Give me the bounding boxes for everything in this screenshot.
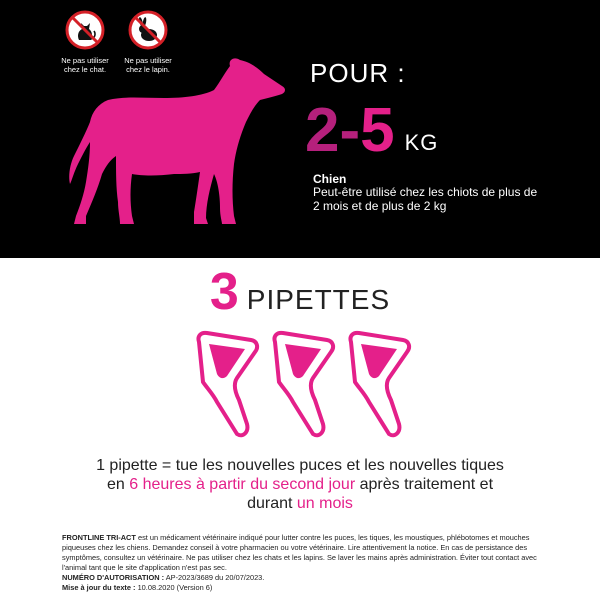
effect-text [40,456,560,513]
top-panel [0,0,600,258]
legal-update [62,583,546,593]
effect-line-3-start: durant [247,495,293,512]
pipette-count-number: 3 [209,263,239,321]
warning-cat-text: Ne pas utiliser chez le chat. [61,56,109,74]
species-description: Peut-être utilisé chez les chiots de plus de 2 mois et de plus de 2 kg [313,185,538,213]
pipette-3-icon [350,333,409,435]
species-name: Chien [313,172,347,186]
legal-authorization [62,573,546,583]
pipette-count-word: PIPETTES [246,284,391,315]
effect-line-2-end: après traitement et [359,476,494,493]
legal-auth-value: AP-2023/3689 du 20/07/2023. [164,573,265,582]
legal-auth-label: NUMÉRO D'AUTORISATION : [62,573,165,582]
legal-notice [62,533,546,593]
effect-highlight-duration: un mois [296,495,353,512]
pipette-2-icon [274,333,333,435]
weight-min: 2 [305,96,340,165]
legal-text: est un médicament vétérinaire indiqué pour lutter contre les puces, les tiques, les moustiques, phlébotomes et mouches piqueuses chez les chiens. Demandez conseil à votre pharmacien ou votre vétérinaire. Lire attentivement la notice. En cas de persistance des symptômes, consultez un vétérinaire. Ne pas utiliser chez les chats et les lapins. Se laver les mains après administration. Éviter tout contact avec l'animal tant que le site d'application n'est pas sec. [62,533,537,572]
weight-label: POUR : [310,58,406,88]
dog-silhouette-icon [64,52,294,232]
pipette-1-icon [198,333,257,435]
effect-line-3 [40,494,560,513]
effect-line-2 [40,475,560,494]
no-rabbit-icon [128,10,168,50]
weight-range [305,92,439,165]
weight-max: 5 [360,96,395,165]
effect-line-1: 1 pipette = tue les nouvelles puces et les nouvelles tiques [96,457,504,474]
weight-dash: - [339,96,361,165]
effect-line-2-start: en [106,476,125,493]
legal-update-label: Mise à jour du texte : [62,583,136,592]
effect-highlight-timing: 6 heures à partir du second jour [129,476,356,493]
legal-product-name: FRONTLINE TRI-ACT [62,533,136,542]
pipettes-illustration [193,330,417,442]
weight-unit: KG [404,130,439,155]
no-cat-icon [65,10,105,50]
warning-rabbit-text: Ne pas utiliser chez le lapin. [124,56,172,74]
legal-body [62,533,546,573]
pipette-count [0,262,600,322]
legal-update-value: 10.08.2020 (Version 6) [135,583,213,592]
